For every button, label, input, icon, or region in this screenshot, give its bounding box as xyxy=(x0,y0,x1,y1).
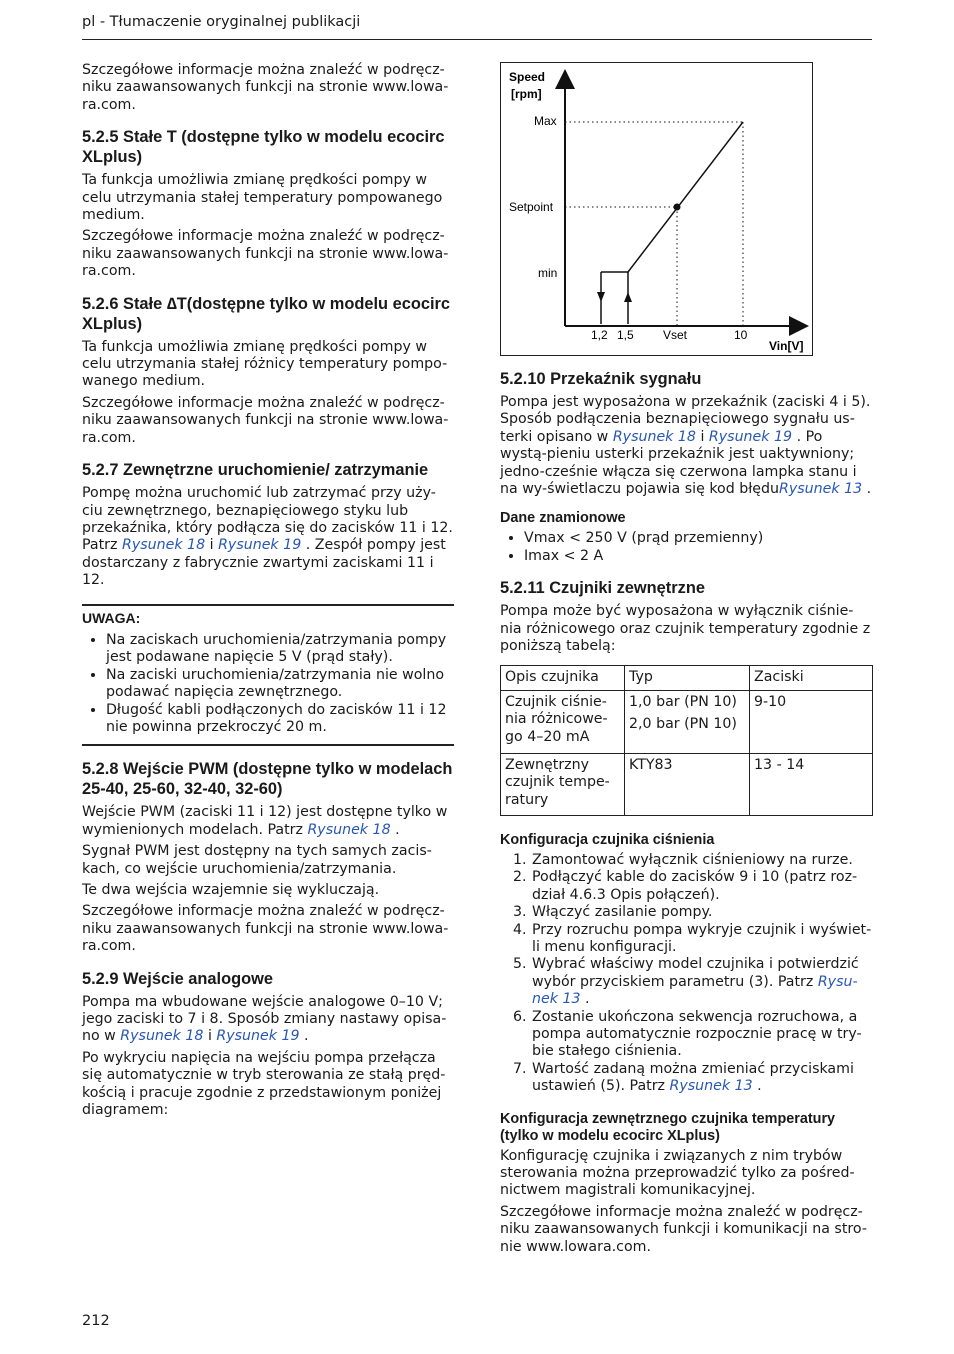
section-5-2-8-p4: Szczegółowe informacje można znaleźć w podręcz-niku zaawansowanych funkcji na stronie www.lowa-ra.com. xyxy=(82,903,449,955)
config-step: 4. Przy rozruchu pompa wykryje czujnik i wyświet-li menu konfiguracji. xyxy=(531,922,873,957)
section-5-2-7-title: 5.2.7 Zewnętrzne uruchomienie/ zatrzymanie xyxy=(82,461,429,480)
x-tick-1-5: 1,5 xyxy=(617,328,634,342)
section-5-2-8-p2: Sygnał PWM jest dostępny na tych samych zacis-kach, co wejście uruchomienia/zatrzymania. xyxy=(82,843,432,877)
note-title: UWAGA: xyxy=(82,609,141,626)
config-step: 3. Włączyć zasilanie pompy. xyxy=(531,904,873,921)
y-tick-setpoint: Setpoint xyxy=(509,200,554,214)
section-5-2-5-title: 5.2.5 Stałe T (dostępne tylko w modelu ecocirc XLplus) xyxy=(82,128,445,167)
hysteresis-down-arrow xyxy=(597,292,605,302)
y-label-1: Speed xyxy=(509,70,546,84)
section-5-2-9-p1: Pompa ma wbudowane wejście analogowe 0–10 V; jego zaciski to 7 i 8. Sposób zmiany nastawy opisa-no w Rysunek 18 i Rysunek 19 . xyxy=(82,993,447,1045)
section-5-2-8-title: 5.2.8 Wejście PWM (dostępne tylko w modelach 25-40, 25-60, 32-40, 32-60) xyxy=(82,760,453,799)
speed-vs-voltage-chart xyxy=(500,62,813,356)
table-row xyxy=(501,690,873,753)
x-label: Vin[V] xyxy=(769,339,804,353)
table-cell: Czujnik ciśnie-nia różnicowe-go 4–20 mA xyxy=(501,690,625,753)
hysteresis-up-arrow xyxy=(624,292,632,302)
link-rysunek-13[interactable]: Rysunek 13 xyxy=(669,1078,753,1095)
y-tick-max: Max xyxy=(534,114,557,128)
note-item: • Długość kabli podłączonych do zacisków 11 i 12 nie powinna przekroczyć 20 m. xyxy=(106,702,454,737)
link-rysunek-18[interactable]: Rysunek 18 xyxy=(612,428,696,445)
table-row xyxy=(501,753,873,815)
section-5-2-6-p2: Szczegółowe informacje można znaleźć w podręcz-niku zaawansowanych funkcji na stronie www.lowa-ra.com. xyxy=(82,394,449,446)
rated-data-item: • Vmax < 250 V (prąd przemienny) xyxy=(524,530,873,547)
link-rysunek-18[interactable]: Rysunek 18 xyxy=(307,821,391,838)
note-box xyxy=(82,604,454,747)
rated-data-item: • Imax < 2 A xyxy=(524,548,873,565)
table-header-cell: Typ xyxy=(625,666,750,690)
section-5-2-5-p2: Szczegółowe informacje można znaleźć w podręcz-niku zaawansowanych funkcji na stronie www.lowa-ra.com. xyxy=(82,228,449,280)
section-5-2-11-p1: Pompa może być wyposażona w wyłącznik ciśnie-nia różnicowego oraz czujnik temperatury zgodnie z poniższą tabelą: xyxy=(500,603,871,655)
x-tick-1-2: 1,2 xyxy=(591,328,608,342)
page-number: 212 xyxy=(82,1313,110,1329)
link-rysunek-18[interactable]: Rysunek 18 xyxy=(121,537,206,554)
section-5-2-8-p3: Te dwa wejścia wzajemnie się wykluczają. xyxy=(82,882,380,898)
x-tick-vset: Vset xyxy=(663,328,688,342)
rated-data-title: Dane znamionowe xyxy=(500,510,626,527)
speed-ramp-line xyxy=(628,122,743,272)
table-cell: 13 - 14 xyxy=(750,753,873,815)
left-column xyxy=(82,62,454,1123)
config-step: 1. Zamontować wyłącznik ciśnieniowy na rurze. xyxy=(531,852,873,869)
pressure-config-title: Konfiguracja czujnika ciśnienia xyxy=(500,831,715,848)
section-5-2-10-title: 5.2.10 Przekaźnik sygnału xyxy=(500,370,702,388)
table-cell: 1,0 bar (PN 10) 2,0 bar (PN 10) xyxy=(625,690,750,753)
link-rysunek-18[interactable]: Rysunek 18 xyxy=(120,1028,204,1045)
section-5-2-8-p1: Wejście PWM (zaciski 11 i 12) jest dostępne tylko w wymienionych modelach. Patrz Rysunek 18 . xyxy=(82,804,448,838)
config-step: 7. Wartość zadaną można zmieniać przyciskami ustawień (5). Patrz Rysunek 13 . xyxy=(531,1061,873,1096)
section-5-2-9-title: 5.2.9 Wejście analogowe xyxy=(82,969,274,988)
section-5-2-6-title: 5.2.6 Stałe ∆T(dostępne tylko w modelu ecocirc XLplus) xyxy=(82,294,450,333)
section-5-2-10-p1: Pompa jest wyposażona w przekaźnik (zaciski 4 i 5). Sposób podłączenia beznapięciowego sygnału us-terki opisano w Rysunek 18 i Rysunek 19 . Po wystą-pieniu usterki przekaźnik jest uaktywniony; jedno-cześnie włącza się czerwona lampka stanu i na wy-świetlaczu pojawia się kod błęduRysunek 13 . xyxy=(500,394,872,498)
table-cell: 9-10 xyxy=(750,690,873,753)
table-header-cell: Zaciski xyxy=(750,666,873,690)
right-column xyxy=(500,62,873,1260)
link-rysunek-13[interactable]: Rysu-nek 13 xyxy=(532,973,858,1008)
config-step: 5. Wybrać właściwy model czujnika i potwierdzić wybór przyciskiem parametru (3). Patrz Rysu-nek 13 . xyxy=(531,956,873,1008)
y-tick-min: min xyxy=(538,266,558,280)
section-5-2-7-p1: Pompę można uruchomić lub zatrzymać przy uży-ciu zewnętrznego, beznapięciowego styku lub przekaźnika, który podłącza się do zacisków 11 i 12. Patrz Rysunek 18 i Rysunek 19 . Zespół pompy jest dostarczany z fabrycznie zwartymi zaciskami 11 i 12. xyxy=(82,485,453,589)
note-item: • Na zaciskach uruchomienia/zatrzymania pompy jest podawane napięcie 5 V (prąd stały). xyxy=(106,632,454,667)
setpoint-point xyxy=(674,204,681,211)
section-5-2-11-title: 5.2.11 Czujniki zewnętrzne xyxy=(500,579,705,598)
chart-svg xyxy=(501,63,812,355)
config-step: 2. Podłączyć kable do zacisków 9 i 10 (patrz roz-dział 4.6.3 Opis połączeń). xyxy=(531,869,873,904)
sensor-table xyxy=(500,665,873,815)
temperature-config-p1: Konfigurację czujnika i związanych z nim trybów sterowania można przeprowadzić tylko za pośred-nictwem magistrali komunikacyjnej. xyxy=(500,1147,855,1199)
config-step: 6. Zostanie ukończona sekwencja rozruchowa, a pompa automatycznie rozpocznie pracę w try-bie stałego ciśnienia. xyxy=(531,1009,873,1061)
y-label-2: [rpm] xyxy=(511,87,542,101)
table-header-row xyxy=(501,666,873,690)
note-item: • Na zaciski uruchomienia/zatrzymania nie wolno podawać napięcia zewnętrznego. xyxy=(106,667,454,702)
temperature-config-title: Konfiguracja zewnętrznego czujnika temperatury (tylko w modelu ecocirc XLplus) xyxy=(500,1110,836,1144)
page-header: pl - Tłumaczenie oryginalnej publikacji xyxy=(82,14,872,40)
intro-paragraph: Szczegółowe informacje można znaleźć w podręcz-niku zaawansowanych funkcji na stronie www.lowa-ra.com. xyxy=(82,62,449,113)
link-rysunek-19[interactable]: Rysunek 19 xyxy=(216,1028,300,1045)
temperature-config-p2: Szczegółowe informacje można znaleźć w podręcz-niku zaawansowanych funkcji i komunikacji na stro-nie www.lowara.com. xyxy=(500,1203,867,1255)
table-cell: KTY83 xyxy=(625,753,750,815)
x-tick-10: 10 xyxy=(734,328,748,342)
link-rysunek-19[interactable]: Rysunek 19 xyxy=(218,537,302,554)
table-header-cell: Opis czujnika xyxy=(501,666,625,690)
table-cell: Zewnętrzny czujnik tempe-ratury xyxy=(501,753,625,815)
section-5-2-6-p1: Ta funkcja umożliwia zmianę prędkości pompy w celu utrzymania stałej różnicy temperatury pompo-wanego medium. xyxy=(82,338,448,390)
section-5-2-5-p1: Ta funkcja umożliwia zmianę prędkości pompy w celu utrzymania stałej temperatury pompowanego medium. xyxy=(82,172,443,224)
link-rysunek-13[interactable]: Rysunek 13 xyxy=(779,481,863,498)
link-rysunek-19[interactable]: Rysunek 19 xyxy=(708,428,793,445)
section-5-2-9-p2: Po wykryciu napięcia na wejściu pompa przełącza się automatycznie w tryb sterowania ze stałą pręd-kością i pracuje zgodnie z przedstawionym poniżej diagramem: xyxy=(82,1049,446,1119)
